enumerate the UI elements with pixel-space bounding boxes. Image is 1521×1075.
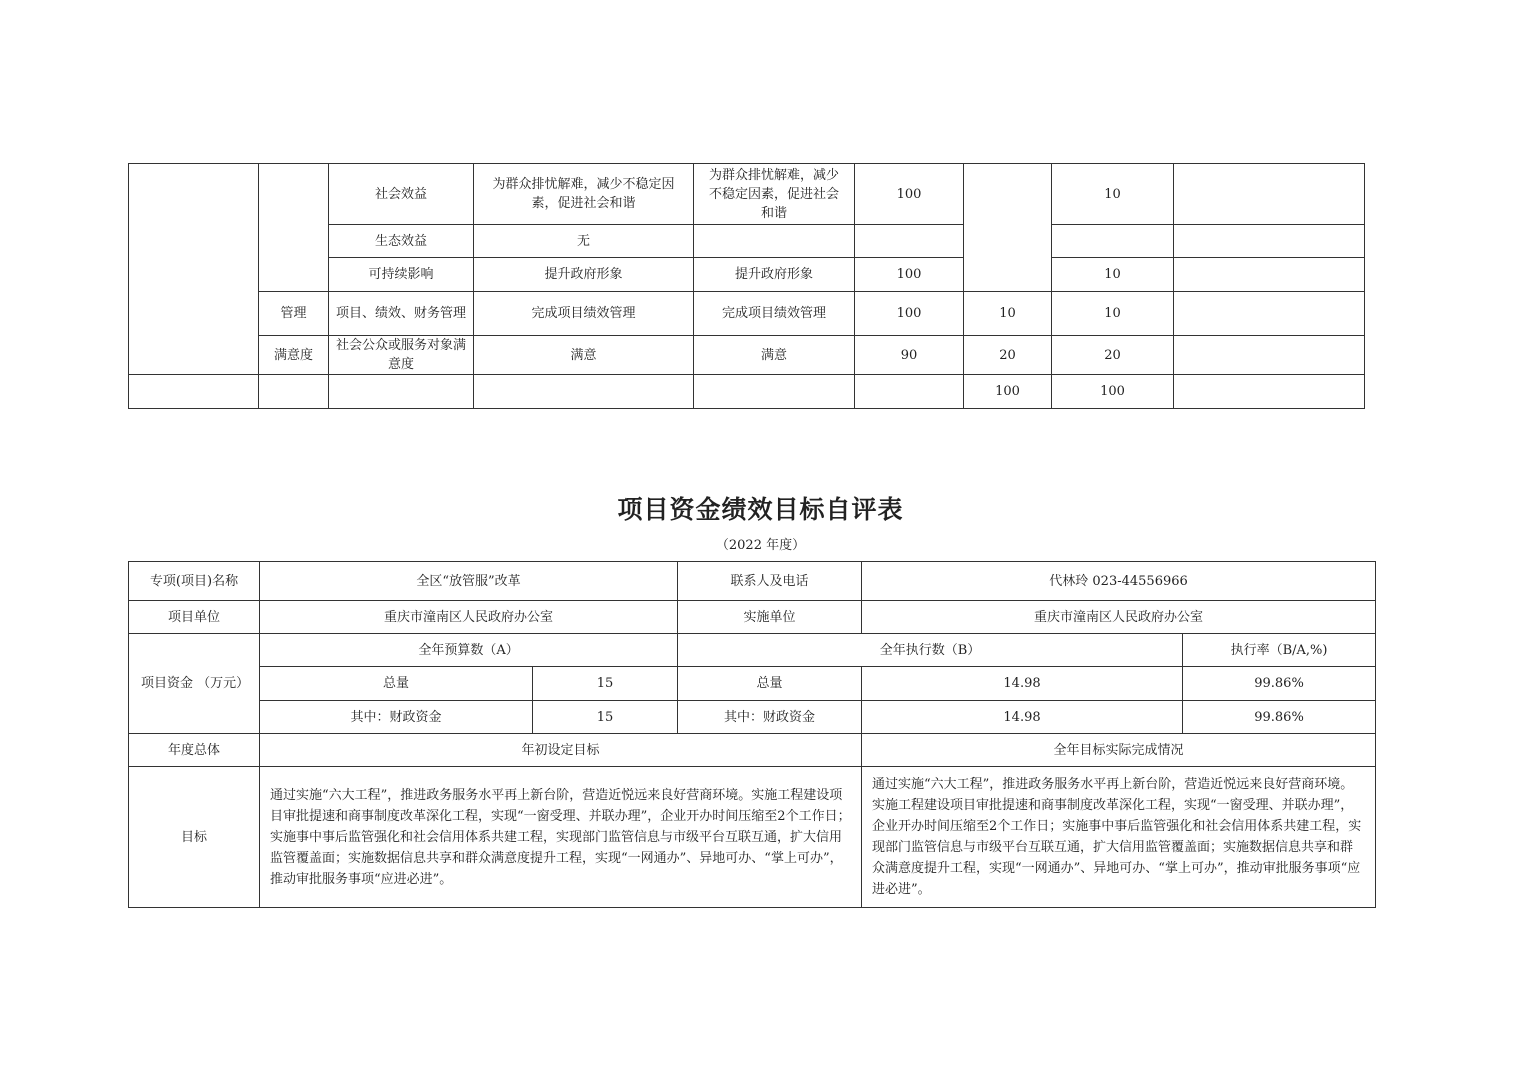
- budget-label: 全年预算数（A）: [260, 634, 678, 667]
- score-satisfaction: 20: [1052, 336, 1174, 375]
- level1-cell: [129, 164, 259, 375]
- actual-completion-label: 全年目标实际完成情况: [862, 734, 1376, 767]
- total-exec-label: 总量: [678, 667, 862, 701]
- category-manage: 管理: [259, 292, 329, 336]
- actual-social: 为群众排忧解难，减少不稳定因素，促进社会和谐: [694, 164, 855, 225]
- fiscal-exec-value: 14.98: [862, 701, 1183, 734]
- indicator-satisfaction: 社会公众或服务对象满意度: [329, 336, 474, 375]
- indicator-manage: 项目、绩效、财务管理: [329, 292, 474, 336]
- unit-value: 重庆市潼南区人民政府办公室: [260, 601, 678, 634]
- target-ecology: 无: [474, 225, 694, 258]
- level2-cell: [259, 164, 329, 292]
- total-budget-label: 总量: [260, 667, 533, 701]
- weight-manage: 10: [964, 292, 1052, 336]
- remark-ecology: [1174, 225, 1365, 258]
- actual-goal-text: 通过实施“六大工程”，推进政务服务水平再上新台阶，营造近悦远来良好营商环境。实施工程建设项目审批提速和商事制度改革深化工程，实现“一窗受理、并联办理”，企业开办时间压缩至2个工作日；实施事中事后监管强化和社会信用体系共建工程，实现部门监管信息与市级平台互联互通，扩大信用监管覆盖面；实施数据信息共享和群众满意度提升工程，实现“一网通办”、异地可办、“掌上可办”，推动审批服务事项“应进必进”。: [862, 767, 1376, 908]
- score-social: 10: [1052, 164, 1174, 225]
- actual-satisfaction: 满意: [694, 336, 855, 375]
- contact-value: 代林玲 023-44556966: [862, 562, 1376, 601]
- total-budget-value: 15: [533, 667, 678, 701]
- completion-sustain: 100: [855, 258, 964, 292]
- impl-unit-label: 实施单位: [678, 601, 862, 634]
- target-social: 为群众排忧解难，减少不稳定因素，促进社会和谐: [474, 164, 694, 225]
- goal-label: 目标: [129, 767, 260, 908]
- weight-satisfaction: 20: [964, 336, 1052, 375]
- completion-satisfaction: 90: [855, 336, 964, 375]
- indicator-table-continued: [128, 163, 1365, 409]
- project-name-value: 全区“放管服”改革: [260, 562, 678, 601]
- remark-social: [1174, 164, 1365, 225]
- total-row: [129, 375, 1365, 409]
- actual-ecology: [694, 225, 855, 258]
- completion-social: 100: [855, 164, 964, 225]
- form-title: 项目资金绩效目标自评表: [617, 495, 904, 524]
- remark-manage: [1174, 292, 1365, 336]
- total-exec-value: 14.98: [862, 667, 1183, 701]
- remark-satisfaction: [1174, 336, 1365, 375]
- self-evaluation-table: [128, 561, 1376, 908]
- category-satisfaction: 满意度: [259, 336, 329, 375]
- completion-manage: 100: [855, 292, 964, 336]
- target-manage: 完成项目绩效管理: [474, 292, 694, 336]
- score-ecology: [1052, 225, 1174, 258]
- weight-merged-cell: [964, 164, 1052, 292]
- initial-goal-text: 通过实施“六大工程”，推进政务服务水平再上新台阶，营造近悦远来良好营商环境。实施工程建设项目审批提速和商事制度改革深化工程，实现“一窗受理、并联办理”，企业开办时间压缩至2个工作日；实施事中事后监管强化和社会信用体系共建工程，实现部门监管信息与市级平台互联互通，扩大信用监管覆盖面；实施数据信息共享和群众满意度提升工程，实现“一网通办”、异地可办、“掌上可办”，推动审批服务事项“应进必进”。: [260, 767, 862, 908]
- total-rate-value: 99.86%: [1183, 667, 1376, 701]
- remark-sustain: [1174, 258, 1365, 292]
- contact-label: 联系人及电话: [678, 562, 862, 601]
- indicator-social: 社会效益: [329, 164, 474, 225]
- fiscal-budget-value: 15: [533, 701, 678, 734]
- unit-label: 项目单位: [129, 601, 260, 634]
- fiscal-rate-value: 99.86%: [1183, 701, 1376, 734]
- weight-total: 100: [964, 375, 1052, 409]
- rate-label: 执行率（B/A,%): [1183, 634, 1376, 667]
- score-sustain: 10: [1052, 258, 1174, 292]
- indicator-sustain: 可持续影响: [329, 258, 474, 292]
- fiscal-budget-label: 其中：财政资金: [260, 701, 533, 734]
- target-satisfaction: 满意: [474, 336, 694, 375]
- impl-unit-value: 重庆市潼南区人民政府办公室: [862, 601, 1376, 634]
- indicator-ecology: 生态效益: [329, 225, 474, 258]
- completion-ecology: [855, 225, 964, 258]
- exec-label: 全年执行数（B）: [678, 634, 1183, 667]
- project-name-label: 专项(项目)名称: [129, 562, 260, 601]
- target-sustain: 提升政府形象: [474, 258, 694, 292]
- fund-label: 项目资金 （万元）: [129, 634, 260, 734]
- score-total: 100: [1052, 375, 1174, 409]
- annual-label: 年度总体: [129, 734, 260, 767]
- actual-manage: 完成项目绩效管理: [694, 292, 855, 336]
- actual-sustain: 提升政府形象: [694, 258, 855, 292]
- initial-goal-label: 年初设定目标: [260, 734, 862, 767]
- score-manage: 10: [1052, 292, 1174, 336]
- fiscal-exec-label: 其中：财政资金: [678, 701, 862, 734]
- form-subtitle: （2022 年度）: [715, 538, 806, 553]
